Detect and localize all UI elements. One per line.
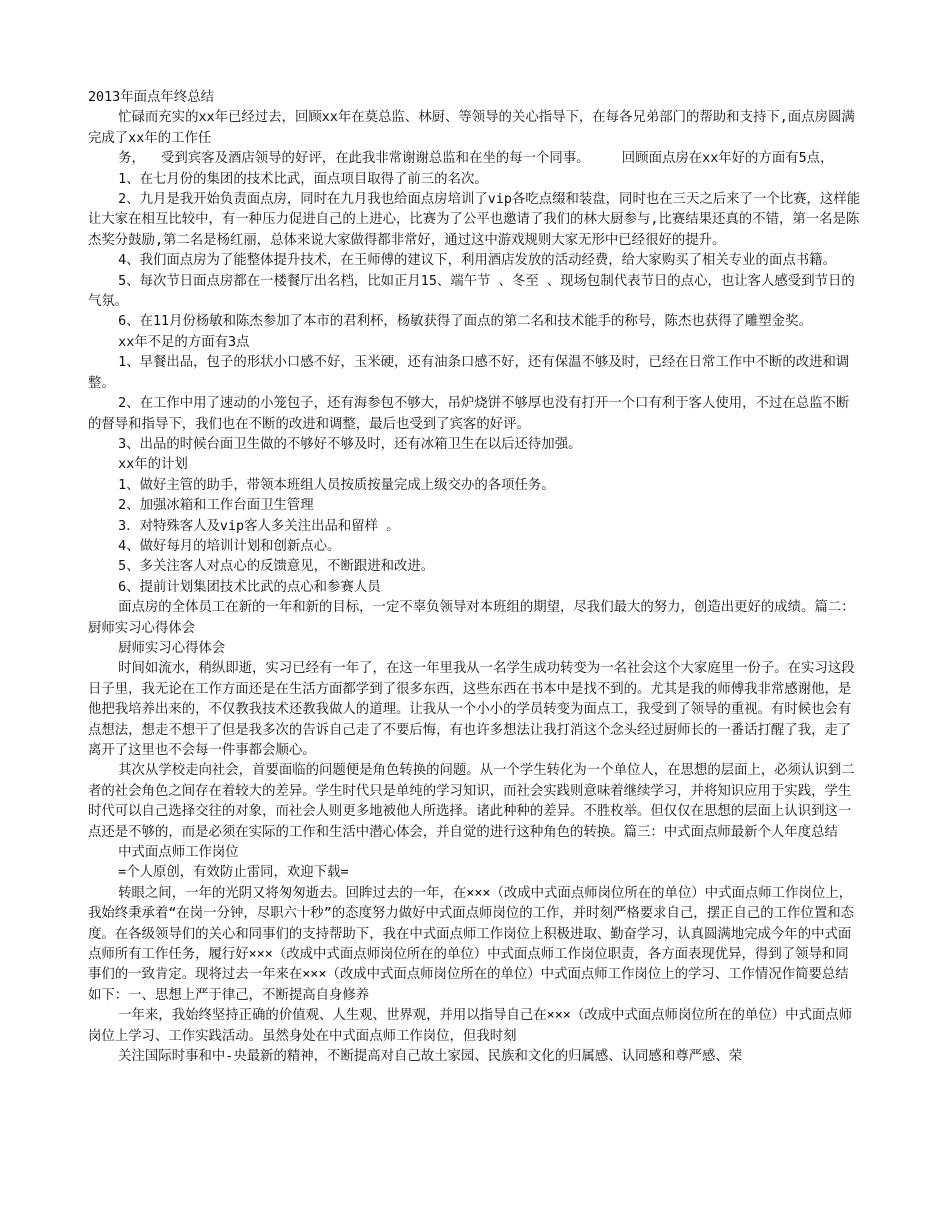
paragraph: 3、出品的时候台面卫生做的不够好不够及时，还有冰箱卫生在以后还待加强。 bbox=[118, 436, 582, 452]
paragraph: 时间如流水，稍纵即逝，实习已经有一年了，在这一年里我从一名学生成功转变为一名社会这个大家庭里一份子。在实习这段日子里，我无论在工作方面还是在生活方面都学到了很多东西，这些东西在书本中是找不到的。尤其是我的师傅我非常感谢他，是他把我培养出来的，不仅教我技术还教我做人的道理。让我从一个小小的学员转变为面点工，我受到了领导的重视。有时候也会有点想法，想走不想干了但是我多次的告诉自己走了不要后悔，有也许多想法让我打消这个念头经过厨师长的一番话打醒了我，走了离开了这里也不会每一件事都会顺心。 bbox=[88, 661, 855, 758]
paragraph: 4、我们面点房为了能整体提升技术，在王师傅的建议下，利用酒店发放的活动经费，给大家购买了相关专业的面点书籍。 bbox=[118, 253, 836, 269]
paragraph: 4、做好每月的培训计划和创新点心。 bbox=[118, 538, 341, 554]
paragraph: 一年来，我始终坚持正确的价值观、人生观、世界观，并用以指导自己在×××（改成中式面点师岗位所在的单位）中式面点师岗位上学习、工作实践活动。虽然身处在中式面点师工作岗位，但我时刻 bbox=[88, 1008, 853, 1044]
paragraph: 2、加强冰箱和工作台面卫生管理 bbox=[118, 498, 314, 514]
paragraph: 5、多关注客人对点心的反馈意见，不断跟进和改进。 bbox=[118, 559, 435, 575]
paragraph: 1、做好主管的助手，带领本班组人员按质按量完成上级交办的各项任务。 bbox=[118, 477, 555, 493]
paragraph: xx年不足的方面有3点 bbox=[118, 334, 250, 350]
paragraph: 转眼之间，一年的光阴又将匆匆逝去。回眸过去的一年，在×××（改成中式面点师岗位所在的单位）中式面点师工作岗位上，我始终秉承着“在岗一分钟，尽职六十秒”的态度努力做好中式面点师岗位的工作，并时刻严格要求自己，摆正自己的工作位置和态度。在各级领导们的关心和同事们的支持帮助下，我在中式面点师工作岗位上积极进取、勤奋学习，认真圆满地完成今年的中式面点师所有工作任务，履行好×××（改成中式面点师岗位所在的单位）中式面点师工作岗位职责，各方面表现优异，得到了领导和同事们的一致肯定。现将过去一年来在×××（改成中式面点师岗位所在的单位）中式面点师工作岗位上的学习、工作情况作简要总结如下：一、思想上严于律己，不断提高自身修养 bbox=[88, 885, 854, 1003]
paragraph: 厨师实习心得体会 bbox=[118, 640, 226, 656]
paragraph: 中式面点师工作岗位 bbox=[118, 845, 239, 861]
document-title: 2013年面点年终总结 bbox=[88, 90, 214, 105]
paragraph: xx年的计划 bbox=[118, 457, 188, 473]
document-page bbox=[88, 88, 862, 1068]
paragraph: 面点房的全体员工在新的一年和新的目标，一定不辜负领导对本班组的期望，尽我们最大的努力，创造出更好的成绩。篇二：厨师实习心得体会 bbox=[88, 600, 855, 636]
paragraph: 忙碌而充实的xx年已经过去，回顾xx年在莫总监、林厨、等领导的关心指导下，在每各兄弟部门的帮助和支持下,面点房圆满完成了xx年的工作任 bbox=[88, 110, 855, 146]
paragraph: 务， 受到宾客及酒店领导的好评，在此我非常谢谢总监和在坐的每一个同事。 回顾面点房在xx年好的方面有5点， bbox=[118, 151, 834, 167]
paragraph: =个人原创，有效防止雷同，欢迎下载= bbox=[118, 865, 349, 881]
paragraph: 1、早餐出品，包子的形状小口感不好，玉米硬，还有油条口感不好，还有保温不够及时，已经在日常工作中不断的改进和调整。 bbox=[88, 355, 850, 391]
paragraph: 1、在七月份的集团的技术比武，面点项目取得了前三的名次。 bbox=[118, 171, 488, 187]
paragraph: 2、九月是我开始负责面点房，同时在九月我也给面点房培训了vip各吃点缀和装盘，同时也在三天之后来了一个比赛，这样能让大家在相互比较中，有一种压力促进自己的上进心，比赛为了公平也邀请了我们的林大厨参与,比赛结果还真的不错，第一名是陈杰奖分鼓励,第二名是杨红丽，总体来说大家做得都非常好，通过这中游戏规则大家无形中已经很好的提升。 bbox=[88, 192, 861, 248]
paragraph: 关注国际时事和中-央最新的精神，不断提高对自己故土家园、民族和文化的归属感、认同感和尊严感、荣 bbox=[118, 1049, 743, 1065]
paragraph: 其次从学校走向社会，首要面临的问题便是角色转换的问题。从一个学生转化为一个单位人，在思想的层面上，必须认识到二者的社会角色之间存在着较大的差异。学生时代只是单纯的学习知识，而社会实践则意味着继续学习，并将知识应用于实践，学生时代可以自己选择交往的对象，而社会人则更多地被他人所选择。诸此种种的差异。不胜枚举。但仅仅在思想的层面上认识到这一点还是不够的，而是必须在实际的工作和生活中潜心体会，并自觉的进行这种角色的转换。篇三：中式面点师最新个人年度总结 bbox=[88, 763, 855, 840]
paragraph: 5、每次节日面点房都在一楼餐厅出名档，比如正月15、端午节 、冬至 、现场包制代表节日的点心，也让客人感受到节日的气氛。 bbox=[88, 273, 855, 310]
paragraph: 6、在11月份杨敏和陈杰参加了本市的君利杯，杨敏获得了面点的第二名和技术能手的称号，陈杰也获得了雕塑金奖。 bbox=[118, 314, 812, 330]
paragraph: 2、在工作中用了速动的小笼包子，还有海参包不够大，吊炉烧饼不够厚也没有打开一个口有利于客人使用，不过在总监不断的督导和指导下，我们也在不断的改进和调整，最后也受到了宾客的好评。 bbox=[88, 396, 850, 432]
paragraph: 6、提前计划集团技术比武的点心和参赛人员 bbox=[118, 579, 381, 595]
paragraph: 3．对特殊客人及vip客人多关注出品和留样 。 bbox=[118, 518, 400, 534]
